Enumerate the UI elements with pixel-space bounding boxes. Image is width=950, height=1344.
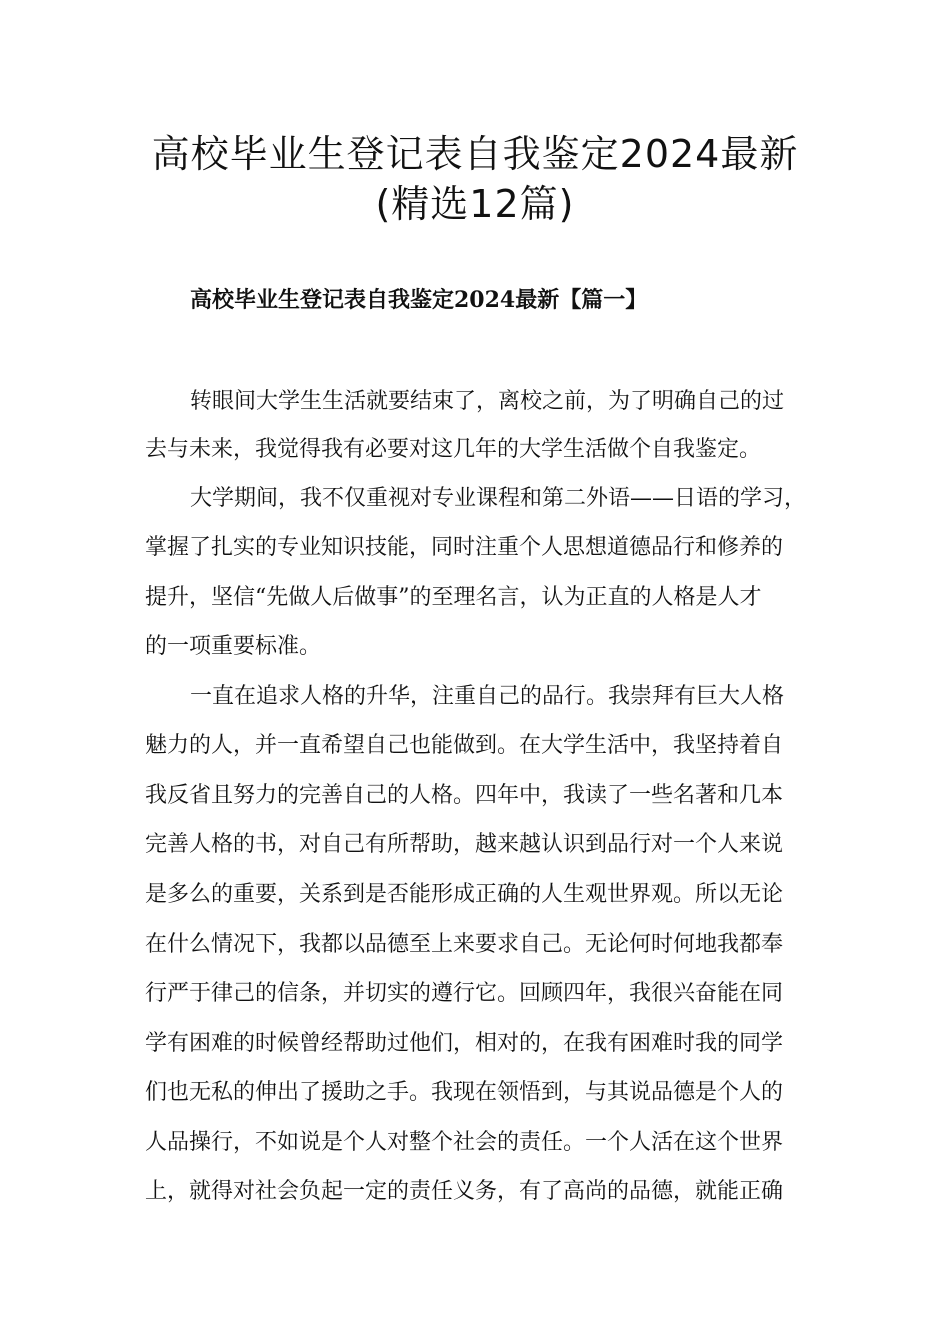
body-line: 完善人格的书，对自己有所帮助，越来越认识到品行对一个人来说: [145, 832, 784, 857]
body-line: 行严于律己的信条，并切实的遵行它。回顾四年，我很兴奋能在同: [145, 981, 784, 1006]
body-line: 学有困难的时候曾经帮助过他们，相对的，在我有困难时我的同学: [145, 1031, 784, 1056]
document-title-line-1: 高校毕业生登记表自我鉴定2024最新: [151, 132, 799, 176]
body-line: 大学期间，我不仅重视对专业课程和第二外语——日语的学习，: [190, 486, 807, 511]
body-line: 掌握了扎实的专业知识技能，同时注重个人思想道德品行和修养的: [145, 535, 784, 560]
body-line: 我反省且努力的完善自己的人格。四年中，我读了一些名著和几本: [145, 783, 784, 808]
body-line: 一直在追求人格的升华，注重自己的品行。我崇拜有巨大人格: [190, 684, 785, 709]
body-line: 人品操行，不如说是个人对整个社会的责任。一个人活在这个世界: [145, 1130, 784, 1155]
body-line: 在什么情况下，我都以品德至上来要求自己。无论何时何地我都奉: [145, 932, 784, 957]
body-line: 魅力的人，并一直希望自己也能做到。在大学生活中，我坚持着自: [145, 733, 784, 758]
body-line: 是多么的重要，关系到是否能形成正确的人生观世界观。所以无论: [145, 882, 784, 907]
body-line: 们也无私的伸出了援助之手。我现在领悟到，与其说品德是个人的: [145, 1080, 784, 1105]
body-line: 提升，坚信“先做人后做事”的至理名言，认为正直的人格是人才: [145, 585, 762, 610]
body-line: 转眼间大学生生活就要结束了，离校之前，为了明确自己的过: [190, 389, 785, 414]
section-heading: 高校毕业生登记表自我鉴定2024最新【篇一】: [190, 287, 648, 313]
body-line: 的一项重要标准。: [145, 634, 322, 659]
body-line: 去与未来，我觉得我有必要对这几年的大学生活做个自我鉴定。: [145, 437, 762, 462]
document-title-line-2: (精选12篇): [375, 182, 575, 226]
body-line: 上，就得对社会负起一定的责任义务，有了高尚的品德，就能正确: [145, 1179, 784, 1204]
